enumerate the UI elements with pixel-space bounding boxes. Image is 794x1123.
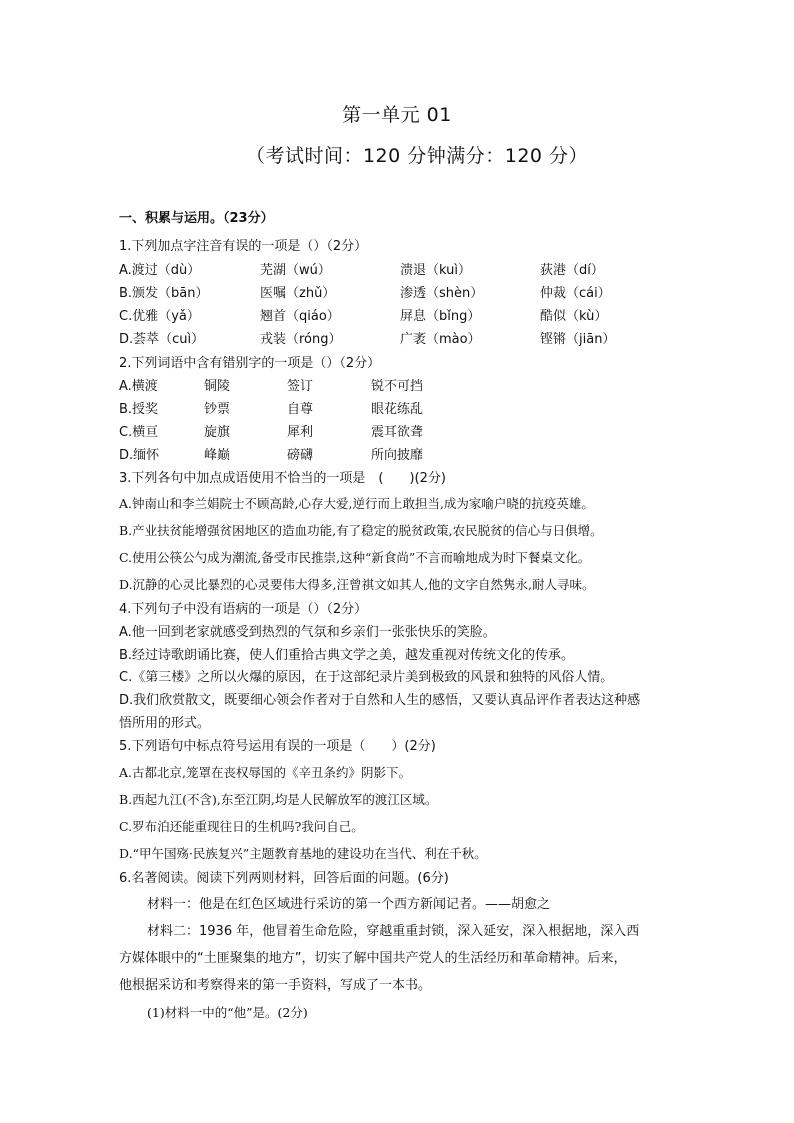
option-cell: 戎装（róng） <box>260 332 342 347</box>
option-cell: B.颁发（bān） <box>119 286 209 301</box>
option-cell: A.横渡 <box>119 379 158 394</box>
option-cell: B.授奖 <box>119 402 159 417</box>
option-cell: 酷似（kù） <box>540 309 608 324</box>
question-5-stem: 5.下列语句中标点符号运用有误的一项是（ ）(2分) <box>119 739 436 754</box>
option-cell: C.横亘 <box>119 425 159 440</box>
option-cell: 所向披靡 <box>371 448 424 463</box>
option-cell: 翘首（qiáo） <box>260 309 340 324</box>
option-cell: D.缅怀 <box>119 448 160 463</box>
question-4-option-c: C.《第三楼》之所以火爆的原因，在于这部纪录片美到极致的风景和独特的风俗人情。 <box>119 670 614 685</box>
option-cell: 签订 <box>287 379 314 394</box>
option-cell: 屏息（bǐng） <box>400 309 481 324</box>
page-title: 第一单元 01 <box>342 104 452 126</box>
question-6-stem: 6.名著阅读。阅读下列两则材料，回答后面的问题。(6分) <box>119 871 449 886</box>
material-2-line-3: 他根据采访和考察得来的第一手资料，写成了一本书。 <box>119 978 432 993</box>
option-cell: D.荟萃（cuì） <box>119 332 205 347</box>
material-2-line-1: 材料二：1936 年，他冒着生命危险，穿越重重封锁，深入延安，深入根据地，深入西 <box>147 924 640 939</box>
option-cell: 峰巅 <box>204 448 231 463</box>
option-cell: 芜湖（wú） <box>260 263 331 278</box>
option-cell: 铿锵（jiān） <box>540 332 616 347</box>
question-3-option-b: B.产业扶贫能增强贫困地区的造血功能,有了稳定的脱贫政策,农民脱贫的信心与日俱增。 <box>119 523 603 538</box>
option-cell: 溃退（kuì） <box>400 263 471 278</box>
question-3-option-d: D.沉静的心灵比暴烈的心灵要伟大得多,汪曾祺文如其人,他的文字自然隽永,耐人寻味。 <box>119 577 595 592</box>
question-4-option-b: B.经过诗歌朗诵比赛，使人们重拾古典文学之美，越发重视对传统文化的传承。 <box>119 648 575 663</box>
option-cell: 荻港（dí） <box>540 263 604 278</box>
question-1-stem: 1.下列加点字注音有误的一项是（）（2分） <box>119 239 368 254</box>
option-cell: 自尊 <box>287 402 314 417</box>
option-cell: 铜陵 <box>204 379 231 394</box>
option-cell: 渗透（shèn） <box>400 286 484 301</box>
option-cell: 震耳欲聋 <box>371 425 424 440</box>
option-cell: A.渡过（dù） <box>119 263 201 278</box>
question-2-stem: 2.下列词语中含有错别字的一项是（）（2分） <box>119 356 381 371</box>
exam-info: （考试时间：120 分钟满分：120 分） <box>245 145 589 167</box>
question-3-option-c: C.使用公筷公勺成为潮流,备受市民推崇,这种“新食尚”不言而喻地成为时下餐桌文化。 <box>119 550 591 565</box>
section-heading: 一、积累与运用。（23分） <box>119 211 274 226</box>
option-cell: 眼花练乱 <box>371 402 424 417</box>
question-5-option-d: D.“甲午国殇·民族复兴”主题教育基地的建设功在当代、利在千秋。 <box>119 846 487 861</box>
question-5-option-b: B.西起九江(不含),东至江阴,均是人民解放军的渡江区域。 <box>119 792 438 807</box>
material-2-line-2: 方媒体眼中的“土匪聚集的地方”，切实了解中国共产党人的生活经历和革命精神。后来， <box>119 951 627 966</box>
option-cell: 仲裁（cái） <box>540 286 611 301</box>
question-4-option-a: A.他一回到老家就感受到热烈的气氛和乡亲们一张张快乐的笑脸。 <box>119 625 496 640</box>
option-cell: 医嘱（zhǔ） <box>260 286 336 301</box>
option-cell: 旋旗 <box>204 425 231 440</box>
question-4-option-d: D.我们欣赏散文，既要细心领会作者对于自然和人生的感悟，又要认真品评作者表达这种感 <box>119 693 641 708</box>
option-cell: 锐不可挡 <box>371 379 424 394</box>
material-1: 材料一：他是在红色区域进行采访的第一个西方新闻记者。——胡愈之 <box>147 897 551 912</box>
question-3-stem: 3.下列各句中加点成语使用不恰当的一项是 ( )(2分) <box>119 471 446 486</box>
option-cell: 犀利 <box>287 425 314 440</box>
question-4-stem: 4.下列句子中没有语病的一项是（）（2分） <box>119 602 368 617</box>
option-cell: 钞票 <box>204 402 231 417</box>
question-4-option-d-cont: 悟所用的形式。 <box>119 716 211 731</box>
option-cell: 磅礴 <box>287 448 314 463</box>
option-cell: C.优雅（yǎ） <box>119 309 200 324</box>
question-3-option-a: A.钟南山和李兰娟院士不顾高龄,心存大爱,逆行而上敢担当,成为家喻户晓的抗疫英雄。 <box>119 496 594 511</box>
question-5-option-c: C.罗布泊还能重现往日的生机吗?我问自己。 <box>119 819 364 834</box>
option-cell: 广袤（mào） <box>400 332 481 347</box>
question-5-option-a: A.古都北京,笼罩在丧权辱国的《辛丑条约》阴影下。 <box>119 765 411 780</box>
question-6-sub-1: (1)材料一中的“他”是。(2分) <box>147 1005 308 1020</box>
